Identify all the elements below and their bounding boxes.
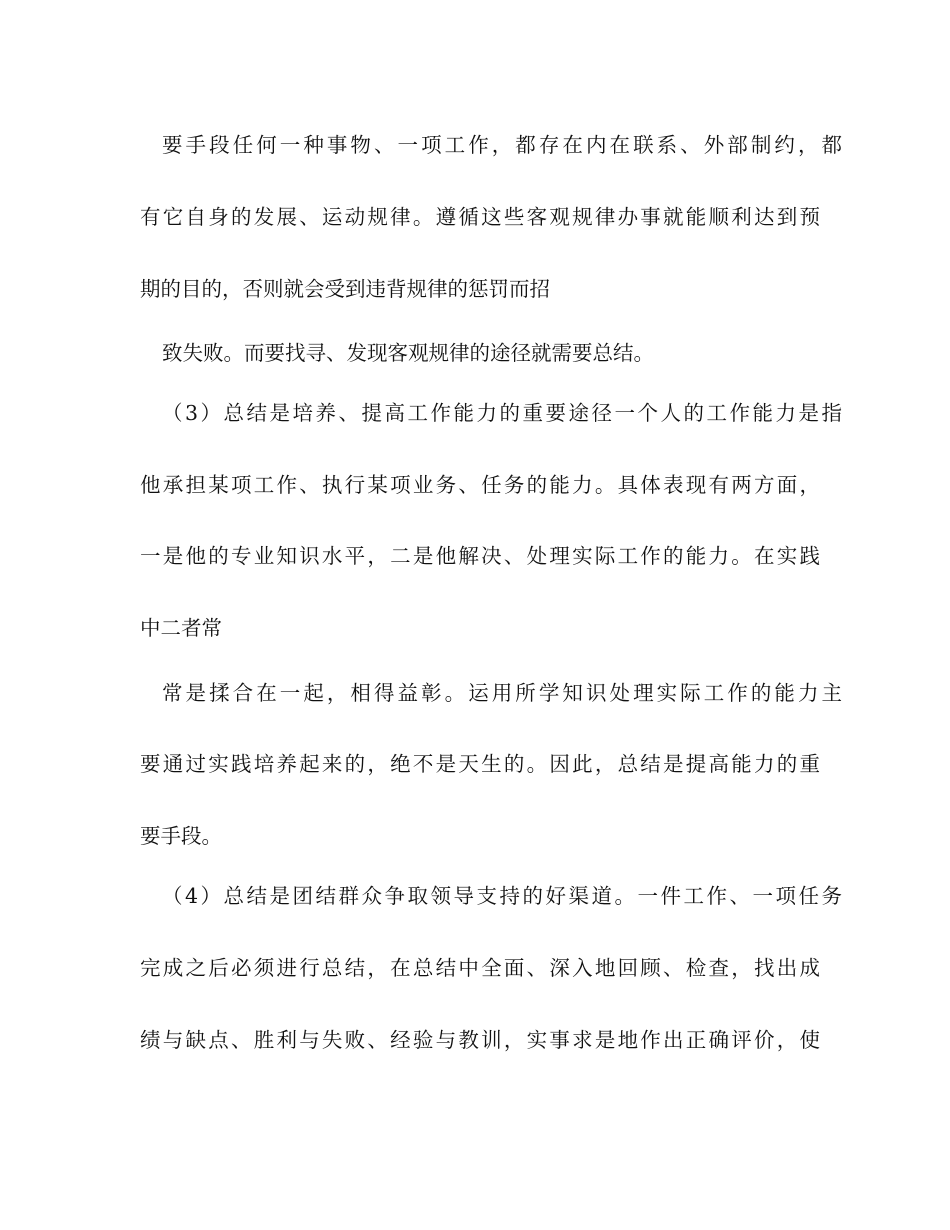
text-line-2: 有它自身的发展、运动规律。遵循这些客观规律办事就能顺利达到预: [140, 205, 820, 229]
text-line-1: 要手段任何一种事物、一项工作，都存在内在联系、外部制约，都: [162, 133, 842, 157]
text-line-13: 完成之后必须进行总结，在总结中全面、深入地回顾、检查，找出成: [140, 956, 820, 980]
text-line-12: （4）总结是团结群众争取领导支持的好渠道。一件工作、一项任务: [162, 884, 842, 908]
text-line-7: 一是他的专业知识水平，二是他解决、处理实际工作的能力。在实践: [140, 544, 820, 568]
text-line-6: 他承担某项工作、执行某项业务、任务的能力。具体表现有两方面，: [140, 473, 820, 497]
text-line-10: 要通过实践培养起来的，绝不是天生的。因此，总结是提高能力的重: [140, 752, 820, 776]
text-line-5: （3）总结是培养、提高工作能力的重要途径一个人的工作能力是指: [162, 401, 842, 425]
text-line-8: 中二者常: [140, 616, 222, 640]
text-line-9: 常是揉合在一起，相得益彰。运用所学知识处理实际工作的能力主: [162, 681, 842, 705]
text-line-3: 期的目的，否则就会受到违背规律的惩罚而招: [140, 277, 550, 301]
text-line-14: 绩与缺点、胜利与失败、经验与教训，实事求是地作出正确评价，使: [140, 1028, 820, 1052]
text-line-4: 致失败。而要找寻、发现客观规律的途径就需要总结。: [162, 341, 654, 365]
text-line-11: 要手段。: [140, 824, 222, 848]
